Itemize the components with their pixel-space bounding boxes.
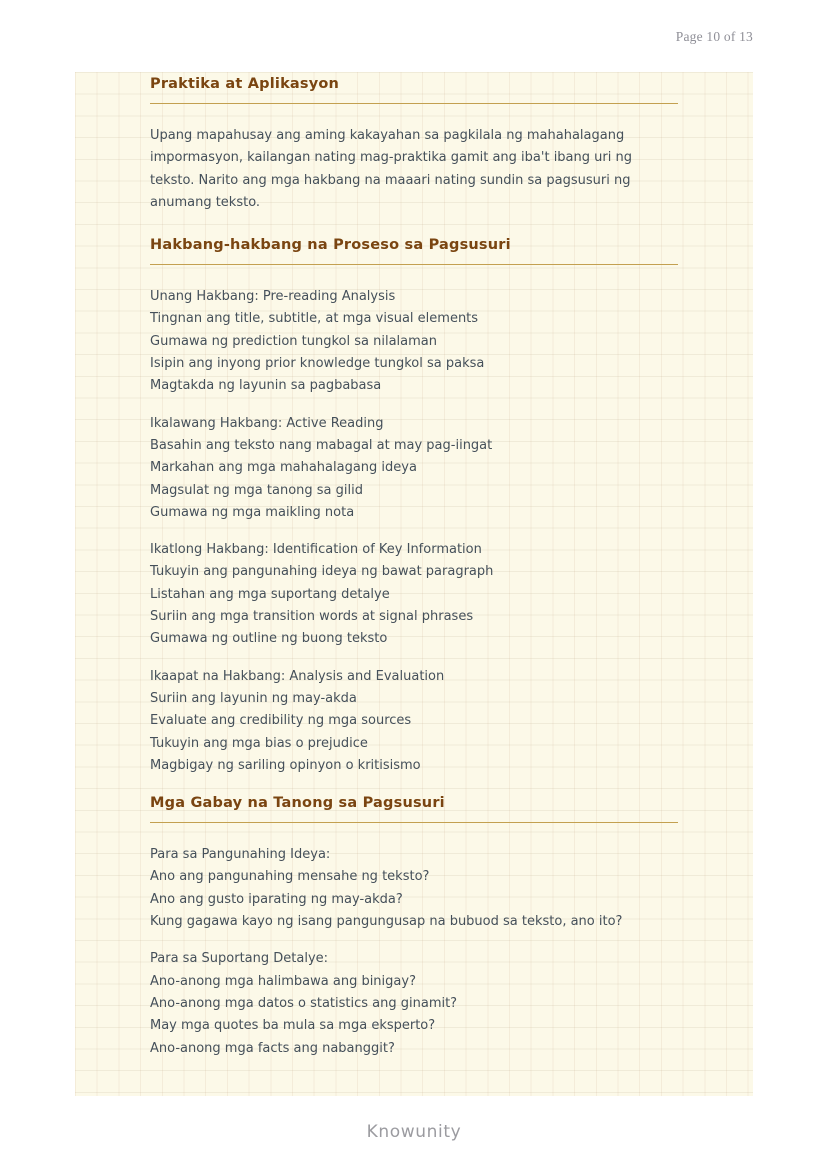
question-line: Ano-anong mga halimbawa ang binigay?: [150, 973, 416, 989]
question-group-2: [150, 948, 678, 1059]
step-line: Suriin ang mga transition words at signal phrases: [150, 609, 474, 625]
question-line: May mga quotes ba mula sa mga eksperto?: [150, 1018, 436, 1034]
step-line: Gumawa ng mga maikling nota: [150, 504, 355, 520]
note-sheet: [75, 72, 753, 1096]
step-line: Magtakda ng layunin sa pagbabasa: [150, 378, 382, 394]
step-line: Magbigay ng sariling opinyon o kritisismo: [150, 757, 421, 773]
step-line: Tingnan ang title, subtitle, at mga visual elements: [150, 311, 479, 327]
step-block-2: [150, 413, 678, 524]
question-group-title: Para sa Suportang Detalye:: [150, 951, 329, 967]
question-line: Ano ang gusto iparating ng may-akda?: [150, 891, 403, 907]
step-line: Basahin ang teksto nang mabagal at may pag-iingat: [150, 437, 493, 453]
step-block-4: [150, 666, 678, 777]
question-group-1: [150, 844, 678, 933]
section-heading-proseso: Hakbang-hakbang na Proseso sa Pagsusuri: [150, 235, 678, 265]
question-group-title: Para sa Pangunahing Ideya:: [150, 847, 331, 863]
question-line: Kung gagawa kayo ng isang pangungusap na bubuod sa teksto, ano ito?: [150, 914, 623, 930]
question-line: Ano-anong mga datos o statistics ang ginamit?: [150, 995, 458, 1011]
footer-brand: Knowunity: [366, 1122, 462, 1142]
step-title: Ikaapat na Hakbang: Analysis and Evaluation: [150, 668, 445, 684]
step-block-1: [150, 286, 678, 397]
step-line: Gumawa ng prediction tungkol sa nilalaman: [150, 333, 437, 349]
step-block-3: [150, 539, 678, 650]
question-line: Ano-anong mga facts ang nabanggit?: [150, 1040, 395, 1056]
step-line: Isipin ang inyong prior knowledge tungkol sa paksa: [150, 356, 485, 372]
note-content: [75, 72, 753, 1060]
step-title: Unang Hakbang: Pre-reading Analysis: [150, 289, 396, 305]
step-line: Listahan ang mga suportang detalye: [150, 586, 390, 602]
step-line: Tukuyin ang mga bias o prejudice: [150, 735, 368, 751]
step-line: Magsulat ng mga tanong sa gilid: [150, 482, 363, 498]
step-title: Ikatlong Hakbang: Identification of Key Information: [150, 542, 482, 558]
section-heading-gabay: Mga Gabay na Tanong sa Pagsusuri: [150, 793, 678, 823]
question-line: Ano ang pangunahing mensahe ng teksto?: [150, 869, 430, 885]
intro-paragraph: Upang mapahusay ang aming kakayahan sa pagkilala ng mahahalagang impormasyon, kailangan nating mag-praktika gamit ang iba't ibang uri ng teksto. Narito ang mga hakbang na maaari nating sundin sa pagsusuri ng anumang teksto.: [150, 128, 632, 210]
page-indicator: Page 10 of 13: [675, 29, 753, 44]
step-line: Evaluate ang credibility ng mga sources: [150, 713, 412, 729]
step-title: Ikalawang Hakbang: Active Reading: [150, 415, 384, 431]
step-line: Gumawa ng outline ng buong teksto: [150, 631, 388, 647]
step-line: Suriin ang layunin ng may-akda: [150, 690, 357, 706]
section-heading-praktika: Praktika at Aplikasyon: [150, 74, 678, 104]
step-line: Tukuyin ang pangunahing ideya ng bawat paragraph: [150, 564, 494, 580]
step-line: Markahan ang mga mahahalagang ideya: [150, 460, 417, 476]
